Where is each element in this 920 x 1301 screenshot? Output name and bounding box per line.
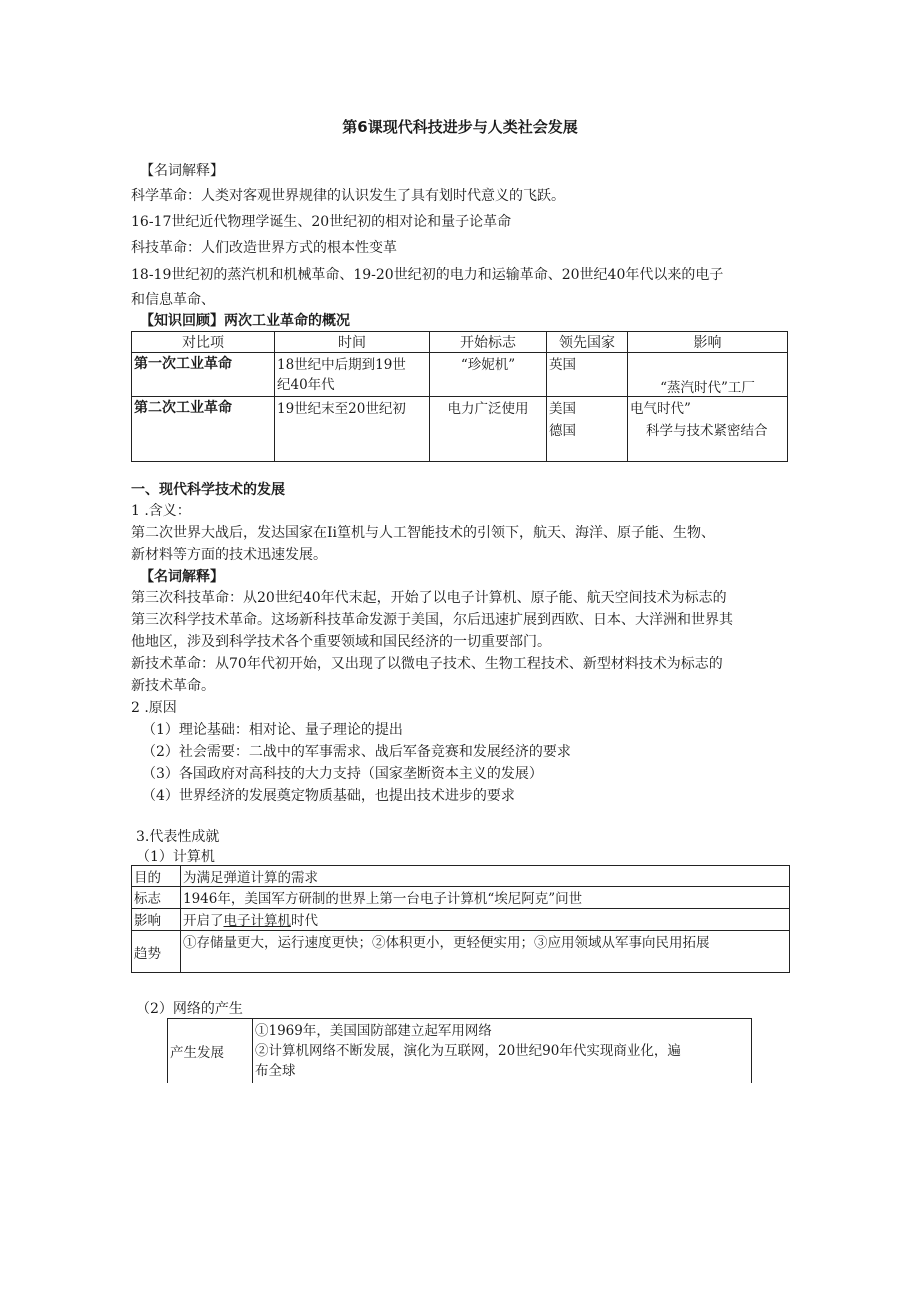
col-header: 时间 — [275, 332, 430, 353]
row-value: ①1969年，美国国防部建立起军用网络 ②计算机网络不断发展，演化为互联网，20世纪90年代实现商业化，遍 布全球 — [253, 1019, 752, 1083]
paragraph-line: 新材料等方面的技术迅速发展。 — [131, 547, 327, 563]
row-value: ①存储量更大，运行速度更快；②体积更小，更轻便实用；③应用领域从军事向民用拓展 — [181, 931, 790, 973]
table-row — [132, 397, 788, 462]
col-header: 对比项 — [132, 332, 275, 353]
subheading: 3.代表性成就 — [136, 829, 220, 845]
row-value: 为满足弹道计算的需求 — [181, 866, 790, 887]
cell-impact: 电气时代” 科学与技术紧密结合 — [628, 397, 788, 462]
paragraph-line: 第三次科技革命：从20世纪40年代末起，开始了以电子计算机、原子能、航天空间技术为标志的 — [131, 590, 727, 606]
term-line: 科学革命：人类对客观世界规律的认识发生了具有划时代意义的飞跃。 — [131, 188, 565, 204]
list-item: （1）理论基础：相对论、量子理论的提出 — [142, 722, 403, 738]
subheading: 2 .原因 — [131, 700, 177, 716]
row-label: 标志 — [132, 887, 181, 909]
table-row — [132, 887, 790, 909]
subheading: （2）网络的产生 — [136, 1001, 243, 1017]
review-heading: 【知识回顾】两次工业革命的概况 — [140, 313, 350, 329]
row-value: 开启了电子计算机时代 — [181, 909, 790, 931]
industrial-revolution-table — [131, 331, 788, 462]
subheading: （1）计算机 — [136, 849, 215, 865]
table-row — [132, 909, 790, 931]
row-value: 1946年，美国军方研制的世界上第一台电子计算机“埃尼阿克”问世 — [181, 887, 790, 909]
table-row — [132, 866, 790, 887]
cell-sign: “珍妮机” — [430, 353, 547, 397]
term-heading: 【名词解释】 — [140, 163, 224, 179]
row-label: 目的 — [132, 866, 181, 887]
paragraph-line: 新技术革命。 — [131, 678, 215, 694]
term-line: 18-19世纪初的蒸汽机和机械革命、19-20世纪初的电力和运输革命、20世纪40年代以来的电子 — [131, 267, 724, 283]
col-header: 开始标志 — [430, 332, 547, 353]
cell-impact: “蒸汽时代”工厂 — [628, 353, 788, 397]
cell-time: 19世纪末至20世纪初 — [275, 397, 430, 462]
col-header: 领先国家 — [547, 332, 628, 353]
col-header: 影响 — [628, 332, 788, 353]
paragraph-line: 第三次科学技术革命。这场新科技革命发源于美国，尔后迅速扩展到西欧、日本、大洋洲和世界其 — [131, 612, 733, 628]
paragraph-line: 他地区，涉及到科学技术各个重要领域和国民经济的一切重要部门。 — [131, 634, 551, 650]
cell-sign: 电力广泛使用 — [430, 397, 547, 462]
section-heading: 一、现代科学技术的发展 — [131, 482, 285, 498]
row-label: 影响 — [132, 909, 181, 931]
cell-item: 第一次工业革命 — [132, 353, 275, 397]
row-label: 趋势 — [132, 931, 181, 973]
table-row — [168, 1019, 752, 1083]
term-line: 16-17世纪近代物理学诞生、20世纪初的相对论和量子论革命 — [131, 214, 512, 230]
page-title: 第6课现代科技进步与人类社会发展 — [342, 118, 578, 136]
list-item: （4）世界经济的发展奠定物质基础，也提出技术进步的要求 — [142, 788, 515, 804]
cell-country: 英国 — [547, 353, 628, 397]
subheading: 1 .含义： — [131, 503, 191, 519]
list-item: （3）各国政府对高科技的大力支持（国家垄断资本主义的发展） — [142, 766, 543, 782]
cell-time: 18世纪中后期到19世 纪40年代 — [275, 353, 430, 397]
paragraph-line: 第二次世界大战后，发达国家在Ii篁机与人工智能技术的引领下，航天、海洋、原子能、生物、 — [131, 525, 716, 541]
computer-table — [131, 865, 790, 973]
list-item: （2）社会需要：二战中的军事需求、战后军备竞赛和发展经济的要求 — [142, 744, 571, 760]
network-table — [167, 1018, 752, 1083]
cell-item: 第二次工业革命 — [132, 397, 275, 462]
term-line: 和信息革命、 — [131, 292, 215, 308]
paragraph-line: 新技术革命：从70年代初开始，又出现了以微电子技术、生物工程技术、新型材料技术为标志的 — [131, 656, 723, 672]
term-heading: 【名词解释】 — [140, 569, 224, 585]
table-row — [132, 353, 788, 397]
cell-country: 美国 德国 — [547, 397, 628, 462]
term-line: 科技革命：人们改造世界方式的根本性变革 — [131, 240, 397, 256]
row-label: 产生发展 — [168, 1019, 253, 1083]
table-row — [132, 931, 790, 973]
